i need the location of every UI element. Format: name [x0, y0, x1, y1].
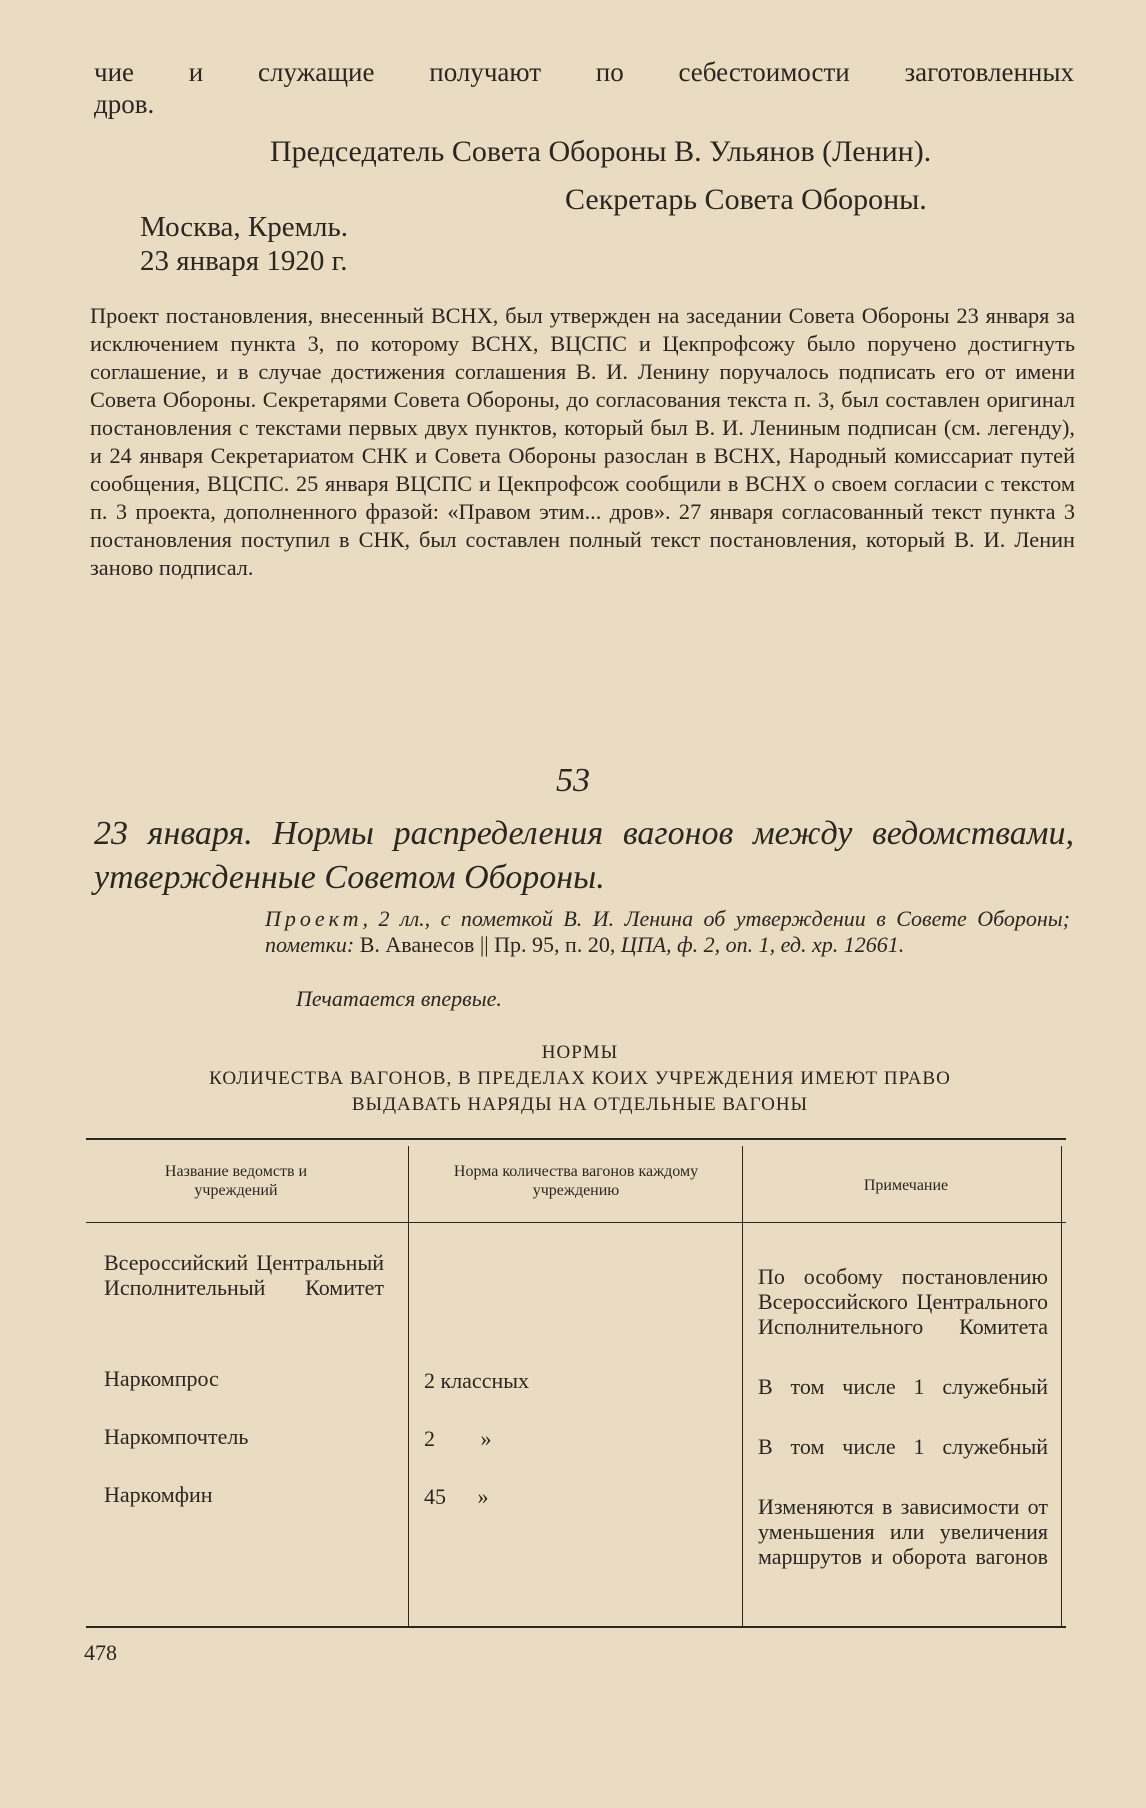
page-number: 478 — [84, 1640, 117, 1665]
row-note: В том числе 1 служебный — [758, 1434, 1048, 1459]
intro-line: дров. — [94, 89, 155, 119]
row-norm: 45 » — [424, 1484, 489, 1509]
column-divider — [408, 1146, 409, 1626]
secretary-signature: Секретарь Совета Обороны. — [565, 183, 927, 216]
row-name: Наркомпрос — [104, 1366, 219, 1391]
row-name: Всероссийский Центральный Исполнительный Комитет — [104, 1250, 384, 1300]
row-norm: 2 » — [424, 1426, 492, 1451]
column-divider — [1061, 1146, 1062, 1626]
table-bottom-rule — [86, 1626, 1066, 1628]
header-note: Примечание — [863, 1177, 949, 1194]
chair-signature: Председатель Совета Обороны В. Ульянов (Ленин). — [270, 135, 932, 168]
header-norm: Норма количества вагонов каждому учреждению — [453, 1163, 699, 1199]
table-heading-line: ВЫДАВАТЬ НАРЯДЫ НА ОТДЕЛЬНЫЕ ВАГОНЫ — [351, 1094, 809, 1115]
row-norm: 2 классных — [424, 1368, 530, 1393]
source-upright: В. Аванесов || Пр. 95, п. 20, — [354, 932, 621, 957]
norms-table — [86, 1138, 1062, 1628]
row-name: Наркомфин — [104, 1482, 213, 1507]
table-header-rule — [86, 1222, 1066, 1223]
intro-line: чие и служащие получают по себестоимости заготовленных — [94, 57, 1074, 87]
header-name: Название ведомств и учреждений — [164, 1163, 308, 1199]
column-divider — [742, 1146, 743, 1626]
archival-source — [265, 906, 1070, 958]
table-top-rule — [86, 1138, 1066, 1140]
editorial-note: Проект постановления, внесенный ВСНХ, был утвержден на заседании Совета Обороны 23 января за исключением пункта 3, по которому ВСНХ, ВЦСПС и Цекпрофсожу было поручено достигнуть соглашение, и в случае достижения соглашения В. И. Ленину поручалось подписать его от имени Совета Обороны. Секретарями Совета Обороны, до согласования текста п. 3, был составлен оригинал постановления с текстами первых двух пунктов, который был В. И. Лениным подписан (см. легенду), и 24 января Секретариатом СНК и Совета Обороны разослан в ВСНХ, Народный комиссариат путей сообщения, ВЦСПС. 25 января ВЦСПС и Цекпрофсож сообщили в ВСНХ о своем согласии с текстом п. 3 проекта, дополненного фразой: «Правом этим... дров». 27 января согласованный текст пункта 3 постановления поступил в СНК, был составлен полный текст постановления, который В. И. Ленин заново подписал. — [90, 303, 1075, 580]
document-number: 53 — [556, 762, 590, 799]
row-note: В том числе 1 служебный — [758, 1374, 1048, 1399]
source-spaced: Проект — [265, 906, 363, 931]
place-date — [140, 210, 348, 278]
place-date-line: 23 января 1920 г. — [140, 245, 348, 277]
table-heading-line: НОРМЫ — [541, 1042, 619, 1063]
row-note: По особому постановлению Всероссийского Центрального Исполнительного Комитета — [758, 1264, 1048, 1339]
place-city: Москва, Кремль. — [140, 211, 348, 243]
table-heading — [0, 1040, 1146, 1118]
intro-paragraph — [94, 56, 1074, 120]
source-italic: , 2 лл., с пометкой В. И. Ленина об утверждении в Совете Обороны; пометки: — [265, 906, 1070, 957]
printed-first-time: Печатается впервые. — [296, 986, 502, 1011]
row-note: Изменяются в зависимости от уменьшения или увеличения маршрутов и оборота вагонов — [758, 1494, 1048, 1569]
source-tail: ЦПА, ф. 2, оп. 1, ед. хр. 12661. — [620, 932, 905, 957]
document-title: 23 января. Нормы распределения вагонов между ведомствами, утвержденные Советом Обороны. — [94, 815, 1074, 896]
table-heading-line: КОЛИЧЕСТВА ВАГОНОВ, В ПРЕДЕЛАХ КОИХ УЧРЕЖДЕНИЯ ИМЕЮТ ПРАВО — [209, 1068, 951, 1089]
row-name: Наркомпочтель — [104, 1424, 249, 1449]
